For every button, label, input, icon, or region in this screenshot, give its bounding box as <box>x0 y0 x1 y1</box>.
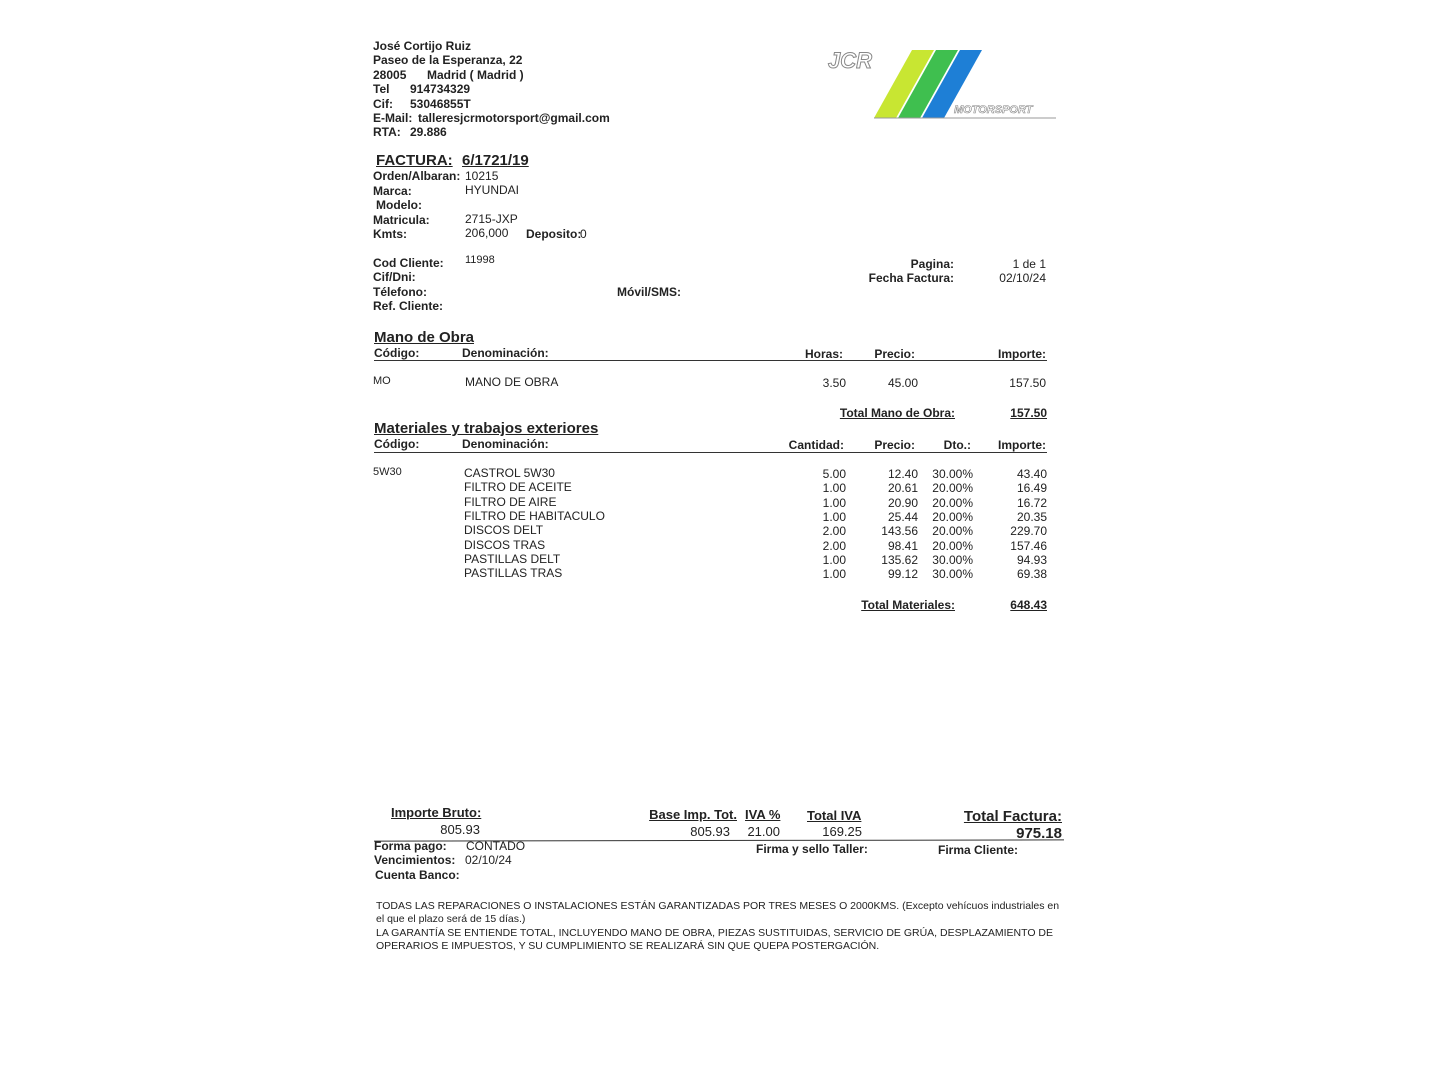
material-qty: 1.00 <box>822 567 846 582</box>
material-discount: 30.00% <box>932 467 973 481</box>
warranty-text: TODAS LAS REPARACIONES O INSTALACIONES ESTÁN GARANTIZADAS POR TRES MESES O 2000KMS. (Excepto vehícuos industriales en el que el plazo será de 15 días.) <box>376 900 1060 925</box>
material-discount: 20.00% <box>932 538 973 553</box>
material-price: 25.44 <box>887 509 918 524</box>
page-label: Pagina: <box>910 257 954 271</box>
material-amount: 16.72 <box>1016 495 1047 510</box>
labor-header-desc: Denominación: <box>462 346 549 360</box>
labor-header-code: Código: <box>374 346 420 360</box>
labor-title: Mano de Obra <box>374 329 475 346</box>
materials-header-code: Código: <box>374 437 420 451</box>
material-qty: 1.00 <box>822 509 846 524</box>
material-desc: FILTRO DE HABITACULO <box>464 508 605 523</box>
material-price: 20.90 <box>887 495 918 510</box>
materials-total-label: Total Materiales: <box>861 598 955 612</box>
base-label: Base Imp. Tot. <box>649 807 737 822</box>
issuer-postal-code: 28005 <box>373 68 407 82</box>
client-code-value: 11998 <box>465 254 495 263</box>
material-amount: 20.35 <box>1016 509 1047 524</box>
payment-method-label: Forma pago: <box>374 839 447 853</box>
material-qty: 5.00 <box>822 467 846 481</box>
material-discount: 20.00% <box>932 481 973 496</box>
material-price: 99.12 <box>887 567 918 582</box>
issuer-tel: 914734329 <box>410 82 471 96</box>
labor-header-amount: Importe: <box>998 347 1046 361</box>
issuer-cif: 53046855T <box>410 97 471 111</box>
iva-pct-label: IVA % <box>745 807 781 822</box>
gross-value: 805.93 <box>440 822 480 837</box>
materials-header-divider <box>374 452 1047 453</box>
issuer-rta: 29.886 <box>410 125 447 139</box>
material-amount: 157.46 <box>1010 538 1047 553</box>
materials-header-qty: Cantidad: <box>788 438 844 452</box>
issuer-rta-label: RTA: <box>373 125 401 139</box>
client-phone-label: Télefono: <box>373 285 427 299</box>
payment-method-value: CONTADO <box>466 839 526 853</box>
material-discount: 30.00% <box>932 552 973 567</box>
materials-header-price: Precio: <box>874 438 915 452</box>
iva-pct-value: 21.00 <box>747 824 780 839</box>
labor-header-price: Precio: <box>874 347 915 361</box>
warranty-coverage-text: LA GARANTÍA SE ENTIENDE TOTAL, INCLUYENDO MANO DE OBRA, PIEZAS SUSTITUIDAS, SERVICIO DE GRÚA, DESPLAZAMIENTO DE OPERARIOS E IMPUESTOS, Y SU CUMPLIMIENTO SE REALIZARÁ SIN QUE QUEPA POSTERGACIÓN. <box>376 927 1054 952</box>
deposit-label: Deposito: <box>526 227 582 241</box>
plate-value: 2715-JXP <box>465 212 518 226</box>
labor-amount: 157.50 <box>1009 376 1046 390</box>
gross-label: Importe Bruto: <box>391 805 482 820</box>
material-desc: FILTRO DE AIRE <box>464 494 557 509</box>
due-label: Vencimientos: <box>374 853 456 867</box>
material-price: 143.56 <box>881 524 918 539</box>
materials-header-amount: Importe: <box>998 438 1046 452</box>
material-desc: PASTILLAS TRAS <box>464 566 563 581</box>
workshop-sign-label: Firma y sello Taller: <box>756 842 868 856</box>
material-amount: 229.70 <box>1010 524 1047 539</box>
model-label: Modelo: <box>376 198 422 212</box>
materials-header-desc: Denominación: <box>462 437 549 451</box>
labor-header-divider <box>374 360 1047 361</box>
issuer-city: Madrid ( Madrid ) <box>427 68 524 82</box>
labor-price: 45.00 <box>887 376 918 390</box>
labor-total-label: Total Mano de Obra: <box>839 406 955 420</box>
client-mobile-label: Móvil/SMS: <box>617 285 682 299</box>
material-desc: PASTILLAS DELT <box>464 551 561 566</box>
client-cif-label: Cif/Dni: <box>373 270 416 284</box>
issuer-address: Paseo de la Esperanza, 22 <box>373 53 523 67</box>
labor-hours: 3.50 <box>822 376 846 390</box>
material-qty: 1.00 <box>822 552 846 567</box>
iva-total-label: Total IVA <box>807 808 862 823</box>
logo-text-sub: MOTORSPORT <box>954 104 1033 116</box>
material-discount: 20.00% <box>932 524 973 539</box>
material-desc: CASTROL 5W30 <box>464 466 555 480</box>
deposit-value: 0 <box>580 227 587 241</box>
issuer-email-label: E-Mail: <box>373 111 413 125</box>
labor-code: MO <box>373 375 391 387</box>
material-qty: 2.00 <box>822 538 846 553</box>
jcr-motorsport-logo <box>826 48 1056 120</box>
materials-title: Materiales y trabajos exteriores <box>374 420 599 437</box>
due-value: 02/10/24 <box>465 853 512 867</box>
material-desc: DISCOS TRAS <box>464 537 546 552</box>
invoice-number: 6/1721/19 <box>462 152 529 169</box>
material-desc: FILTRO DE ACEITE <box>464 480 572 495</box>
material-amount: 16.49 <box>1016 481 1047 496</box>
client-code-label: Cod Cliente: <box>373 256 444 270</box>
order-label: Orden/Albaran: <box>373 169 461 183</box>
material-amount: 94.93 <box>1016 552 1047 567</box>
client-sign-label: Firma Cliente: <box>938 843 1019 857</box>
plate-label: Matricula: <box>373 213 430 227</box>
labor-desc: MANO DE OBRA <box>465 375 559 389</box>
material-amount: 69.38 <box>1016 567 1047 582</box>
issuer-cif-label: Cif: <box>373 97 393 111</box>
material-qty: 2.00 <box>822 524 846 539</box>
logo-text-main: JCR <box>828 48 873 73</box>
labor-header-hours: Horas: <box>804 347 843 361</box>
issuer-name: José Cortijo Ruiz <box>373 39 472 53</box>
iva-total-value: 169.25 <box>822 824 862 839</box>
bank-label: Cuenta Banco: <box>375 868 460 882</box>
kms-value: 206,000 <box>465 226 509 240</box>
material-price: 12.40 <box>887 467 918 481</box>
order-value: 10215 <box>465 169 499 183</box>
material-desc: DISCOS DELT <box>464 523 544 538</box>
base-value: 805.93 <box>690 824 730 839</box>
material-qty: 1.00 <box>822 481 846 496</box>
invoice-total-label: Total Factura: <box>963 808 1062 825</box>
material-discount: 20.00% <box>932 495 973 510</box>
client-ref-label: Ref. Cliente: <box>373 299 444 313</box>
invoice-title-label: FACTURA: <box>376 152 453 169</box>
material-price: 135.62 <box>881 552 918 567</box>
invoice-total-value: 975.18 <box>1016 825 1062 842</box>
brand-label: Marca: <box>373 184 412 198</box>
brand-value: HYUNDAI <box>465 183 520 197</box>
material-price: 98.41 <box>887 538 918 553</box>
page-value: 1 de 1 <box>1012 257 1046 271</box>
invoice-date-label: Fecha Factura: <box>868 271 954 285</box>
material-amount: 43.40 <box>1016 467 1047 481</box>
issuer-email: talleresjcrmotorsport@gmail.com <box>418 111 610 125</box>
materials-total-value: 648.43 <box>1010 598 1047 612</box>
labor-total-value: 157.50 <box>1010 406 1047 420</box>
material-price: 20.61 <box>887 481 918 496</box>
material-code: 5W30 <box>373 466 402 478</box>
materials-header-disc: Dto.: <box>943 438 971 452</box>
issuer-tel-label: Tel <box>373 82 390 96</box>
kms-label: Kmts: <box>373 227 408 241</box>
material-discount: 20.00% <box>932 509 973 524</box>
material-discount: 30.00% <box>932 567 973 582</box>
material-qty: 1.00 <box>822 495 846 510</box>
invoice-date-value: 02/10/24 <box>999 271 1046 285</box>
